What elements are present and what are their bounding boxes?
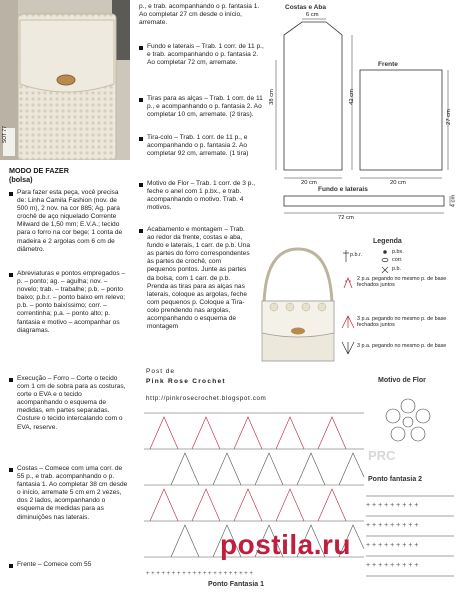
dim-27cm: 27 cm [445, 109, 452, 125]
bag-photo-illustration [0, 0, 130, 160]
legend-pb: p.b. [392, 266, 401, 272]
abbreviations-paragraph: Abreviaturas e pontos empregados – p. – ponto; ag. – agulha; nov. – novelo; trab. – trabalhe; p.b. – ponto baixo; p.b.r. – ponto baixo em relevo; p.b. – ponto baixíssimo; corr. – correntinha; p.a. – ponto alto; p. fantasia e motivo – acompanhar os diagramas. [17, 270, 126, 334]
pbx-symbol [384, 251, 387, 254]
bullet [9, 378, 13, 382]
front-continued-paragraph: p., e trab. acompanhando o p. fantasia 1. Ao completar 27 cm desde o início, arremate. [139, 3, 260, 27]
bullet [9, 273, 13, 277]
bullet [139, 183, 143, 187]
credit-line1: Post de [146, 368, 176, 375]
flower-motif-chart [378, 392, 438, 452]
stitch-pattern-2-chart [362, 486, 458, 584]
flower-motif-paragraph: Motivo de Flor – Trab. 1 corr. de 3 p., feche o anel com 1 p.bx., e trab. acompanhando o motivo. Trab. 4 motivos. [147, 180, 256, 212]
watermark: postila.ru [220, 529, 352, 560]
credit-url[interactable]: http://pinkrosecrochet.blogspot.com [146, 395, 267, 402]
back-flap-outline [284, 22, 342, 170]
legend-title: Legenda [373, 238, 402, 245]
bullet [9, 564, 13, 568]
dim-4cm: 4 cm [450, 194, 457, 208]
bottom-sides-paragraph: Fundo e laterais – Trab. 1 corr. de 11 p., e trab. acompanhando o p. fantasia 2. Ao completar 72 cm, arremate. [147, 43, 264, 67]
bottom-sides-title: Fundo e laterais [318, 186, 368, 193]
front-paragraph: Frente – Comece com 55 [17, 561, 92, 568]
pb-symbol [382, 267, 388, 273]
stitch-pattern-1-title: Ponto Fantasia 1 [208, 581, 265, 588]
flower-motif-title: Motivo de Flor [378, 377, 426, 384]
dim-20cm-front: 20 cm [390, 180, 406, 186]
execution-paragraph: Execução – Forro – Corte o tecido com 1 cm de sobra para as costuras, corte o EVA e o tecido acompanhando o esquema de medidas, em partes separadas. Costure o tecido intercalando com o EVA, reserve. [17, 375, 126, 431]
side-code: SOT 77 [2, 126, 8, 144]
shoulder-strap-paragraph: Tira-colo – Trab. 1 corr. de 11 p., e acompanhando o p. fantasia 2. Ao completar 92 cm, arremate. (1 tira) [147, 134, 249, 158]
legend-pbx: p.bx. [392, 249, 404, 255]
svg-text:+ + + + + + + + +: + + + + + + + + + [366, 562, 419, 569]
materials-paragraph: Para fazer esta peça, você precisa de: Linha Camila Fashion (nov. de 500 m), 2 nov. na cor 885; Ag. para crochê de aço niquelado Corrente Milward de 1,50 mm; E.V.A.; tecido para o forro na cor bege; 1 conta de madeira e 2 argolas com 6 cm de diâmetro. [17, 189, 123, 253]
bag-photo [0, 0, 130, 160]
section-heading: MODO DE FAZER [9, 166, 69, 175]
dim-38cm: 38 cm [268, 89, 275, 105]
section-subheading: (bolsa) [9, 175, 33, 184]
dim-6cm: 6 cm [306, 12, 319, 18]
bullet [9, 192, 13, 196]
svg-text:+ + + + + + + + +: + + + + + + + + + [366, 502, 419, 509]
legend-pbr: p.b.r. [350, 252, 362, 258]
svg-text:+ + + + + + + + +: + + + + + + + + + [366, 522, 419, 529]
dim-42cm: 42 cm [348, 89, 355, 105]
back-paragraph: Costas – Comece com uma corr. de 55 p., e trab. acompanhando o p. fantasia 1. Ao completar 38 cm desde o início, arremate 5 cm em 2 vezes, dos 2 lados, acompanhando o esquema de medidas para as diminuições nas laterais. [17, 465, 128, 521]
corr-symbol [382, 258, 388, 261]
finishing-paragraph: Acabamento e montagem – Trab. ao redor da frente, costas e aba, fundo e laterais, 1 carr. de p.b. Una as partes do forro correspondentes às partes de crochê, com pequenos pontos. Junte as partes da bolsa, com 1 carr. de p.b. Prenda as tiras para as alças nas laterais, coloque as argolas, feche com pequenos p. Coloque a Tira-colo prendendo nas argolas, acompanhando o esquema de montagem [147, 226, 250, 331]
svg-text:+ + + + + + + + +: + + + + + + + + + [366, 542, 419, 549]
dim-20cm-back: 20 cm [301, 180, 317, 186]
legend-corr: corr. [392, 257, 403, 263]
bullet [139, 98, 143, 102]
bullet [9, 468, 13, 472]
bullet [139, 46, 143, 50]
credit-line2: Pink Rose Crochet [146, 378, 226, 385]
handle-strips-paragraph: Tiras para as alças – Trab. 1 corr. de 11 p., e acompanhando o p. fantasia 2. Ao completar 10 cm, arremate. (2 tiras). [147, 95, 263, 119]
prc-mark: PRC [368, 448, 396, 463]
measurement-diagrams [262, 0, 460, 238]
legend-pa-same3: 3 p.a. pegando no mesmo p. de base [357, 343, 447, 349]
bullet [139, 137, 143, 141]
stitch-pattern-2-title: Ponto fantasia 2 [368, 476, 423, 483]
back-flap-title: Costas e Aba [285, 4, 326, 11]
svg-text:+ + + + + + + + + + + + + + +: + + + + + + + + + + + + + + + + + + + + + [146, 571, 253, 577]
legend-pa-joined3: 3 p.a. pegando no mesmo p. de base fechados juntos [357, 316, 447, 328]
front-title: Frente [378, 61, 398, 68]
assembly-diagram [250, 245, 346, 365]
legend-pa-joined2: 2 p.a. pegando no mesmo p. de base fechados juntos [357, 276, 447, 288]
bullet [139, 229, 143, 233]
bottom-sides-outline [284, 196, 444, 206]
front-outline [360, 70, 442, 170]
dim-72cm: 72 cm [338, 215, 354, 221]
